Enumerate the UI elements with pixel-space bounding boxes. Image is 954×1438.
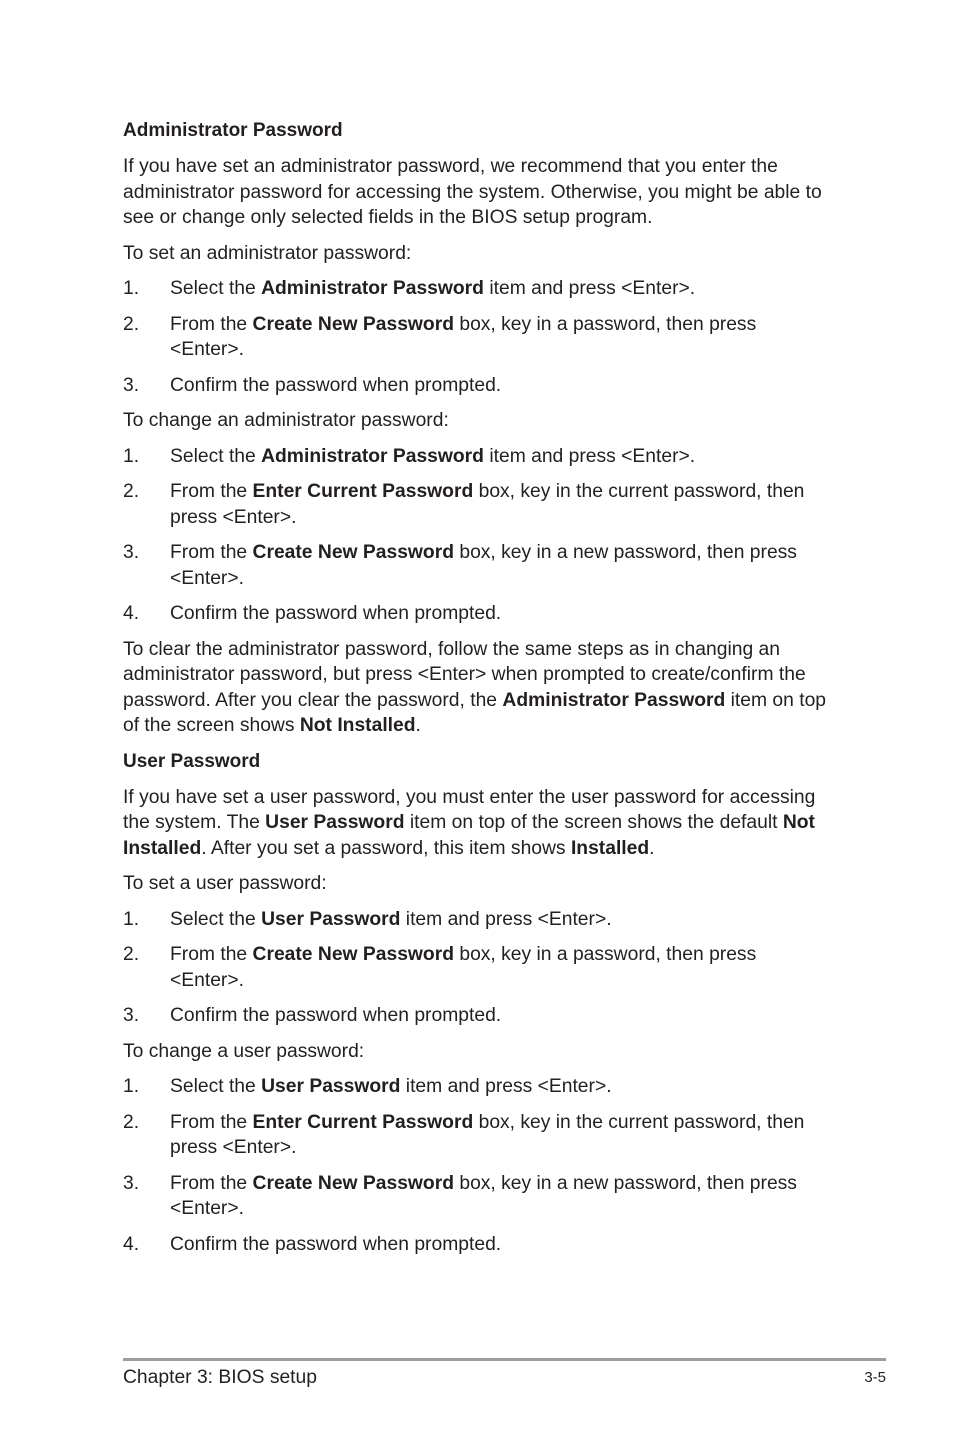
text-run: If you have set a user password, you must enter the user password for accessing the system. The bbox=[123, 786, 816, 833]
step-number: 3. bbox=[123, 1005, 140, 1026]
step-item bbox=[123, 942, 835, 993]
step-number: 3. bbox=[123, 374, 140, 396]
text-run: To clear the administrator password, follow the same steps as in changing an administrator password, but press <Enter> when prompted to create/confirm the password. After you clear the password, the bbox=[123, 638, 806, 711]
text-run: If you have set an administrator password, we recommend that you enter the administrator password for accessing the system. Otherwise, you might be able to see or change only selected fields in the BIOS setup program. bbox=[123, 156, 822, 228]
step-number: 1. bbox=[123, 278, 140, 299]
footer-page-number: 3-5 bbox=[864, 1369, 886, 1386]
step-item bbox=[123, 1232, 835, 1258]
step-text bbox=[170, 373, 835, 399]
step-number: 2. bbox=[123, 944, 140, 965]
bold-term: Administrator Password bbox=[261, 445, 484, 467]
text-run: box, key in a password, then press <Enter>. bbox=[170, 313, 757, 360]
bold-term: Enter Current Password bbox=[252, 481, 474, 502]
step-text bbox=[170, 907, 835, 933]
text-run: . bbox=[415, 715, 421, 736]
user-change-steps bbox=[123, 1074, 835, 1257]
step-item bbox=[123, 276, 835, 302]
step-number: 3. bbox=[123, 1172, 140, 1194]
page-content bbox=[123, 118, 835, 1267]
bold-term: Installed bbox=[570, 837, 650, 859]
bold-term: Administrator Password bbox=[502, 689, 726, 711]
step-item bbox=[123, 373, 835, 399]
admin-change-steps bbox=[123, 444, 835, 627]
admin-clear-note bbox=[123, 637, 835, 739]
text-run: From the bbox=[170, 1172, 253, 1194]
text-run: box, key in a password, then press <Enter>. bbox=[170, 944, 757, 991]
text-run: box, key in the current password, then press <Enter>. bbox=[170, 481, 805, 528]
text-run: Select the bbox=[170, 278, 262, 299]
step-text bbox=[170, 1003, 835, 1029]
step-number: 2. bbox=[123, 481, 140, 502]
step-number: 4. bbox=[123, 603, 140, 624]
step-text bbox=[170, 276, 835, 302]
text-run: item on top of the screen shows the default bbox=[404, 812, 783, 833]
text-run: item and press <Enter>. bbox=[483, 445, 696, 467]
user-password-heading: User Password bbox=[123, 750, 261, 772]
admin-set-label: To set an administrator password: bbox=[123, 242, 412, 264]
step-item bbox=[123, 1110, 835, 1161]
bold-term: Create New Password bbox=[252, 313, 454, 335]
text-run: Confirm the password when prompted. bbox=[170, 374, 502, 396]
bold-term: User Password bbox=[261, 908, 401, 930]
bold-term: Create New Password bbox=[252, 944, 454, 965]
bold-term: Create New Password bbox=[252, 542, 454, 563]
text-run: Select the bbox=[170, 1076, 262, 1097]
step-number: 2. bbox=[123, 1111, 140, 1133]
footer-divider bbox=[123, 1358, 886, 1361]
text-run: item and press <Enter>. bbox=[400, 908, 612, 930]
user-set-label: To set a user password: bbox=[123, 873, 327, 894]
text-run: box, key in a new password, then press <Enter>. bbox=[170, 1172, 797, 1219]
bold-term: Not Installed bbox=[299, 715, 416, 736]
text-run: . bbox=[649, 837, 655, 859]
step-text bbox=[170, 1232, 835, 1258]
text-run: . After you set a password, this item shows bbox=[201, 837, 571, 859]
text-run: Confirm the password when prompted. bbox=[170, 1005, 502, 1026]
admin-change-label: To change an administrator password: bbox=[123, 410, 449, 431]
step-number: 4. bbox=[123, 1233, 140, 1255]
admin-intro bbox=[123, 154, 835, 231]
step-text bbox=[170, 1171, 835, 1222]
step-text bbox=[170, 444, 835, 470]
text-run: From the bbox=[170, 944, 253, 965]
step-text bbox=[170, 1110, 835, 1161]
text-run: item on top of the screen shows bbox=[123, 689, 827, 736]
step-item bbox=[123, 444, 835, 470]
step-text bbox=[170, 312, 835, 363]
text-run: Confirm the password when prompted. bbox=[170, 603, 502, 624]
text-run: Select the bbox=[170, 908, 262, 930]
admin-set-steps bbox=[123, 276, 835, 398]
text-run: box, key in the current password, then press <Enter>. bbox=[170, 1111, 805, 1158]
admin-password-heading: Administrator Password bbox=[123, 120, 343, 141]
step-text bbox=[170, 540, 835, 591]
step-number: 2. bbox=[123, 313, 140, 335]
user-set-steps bbox=[123, 907, 835, 1029]
user-intro bbox=[123, 785, 835, 862]
step-item bbox=[123, 1074, 835, 1100]
footer-chapter: Chapter 3: BIOS setup bbox=[123, 1367, 317, 1388]
step-number: 1. bbox=[123, 445, 140, 467]
user-change-label: To change a user password: bbox=[123, 1040, 365, 1062]
step-item bbox=[123, 907, 835, 933]
bold-term: User Password bbox=[261, 1076, 401, 1097]
text-run: Confirm the password when prompted. bbox=[170, 1233, 502, 1255]
step-number: 1. bbox=[123, 908, 140, 930]
step-text bbox=[170, 479, 835, 530]
bold-term: Create New Password bbox=[252, 1172, 454, 1194]
bold-term: Enter Current Password bbox=[252, 1111, 474, 1133]
text-run: item and press <Enter>. bbox=[483, 278, 696, 299]
text-run: From the bbox=[170, 1111, 253, 1133]
step-item bbox=[123, 312, 835, 363]
bold-term: Not Installed bbox=[123, 812, 815, 859]
bold-term: User Password bbox=[265, 812, 405, 833]
step-text bbox=[170, 942, 835, 993]
text-run: From the bbox=[170, 542, 253, 563]
text-run: From the bbox=[170, 481, 253, 502]
step-text bbox=[170, 1074, 835, 1100]
step-item bbox=[123, 540, 835, 591]
step-item bbox=[123, 1003, 835, 1029]
text-run: item and press <Enter>. bbox=[400, 1076, 612, 1097]
step-number: 3. bbox=[123, 542, 140, 563]
step-item bbox=[123, 479, 835, 530]
text-run: box, key in a new password, then press <Enter>. bbox=[170, 542, 797, 589]
step-text bbox=[170, 601, 835, 627]
bold-term: Administrator Password bbox=[261, 278, 484, 299]
text-run: From the bbox=[170, 313, 253, 335]
step-number: 1. bbox=[123, 1076, 140, 1097]
step-item bbox=[123, 601, 835, 627]
text-run: Select the bbox=[170, 445, 262, 467]
step-item bbox=[123, 1171, 835, 1222]
